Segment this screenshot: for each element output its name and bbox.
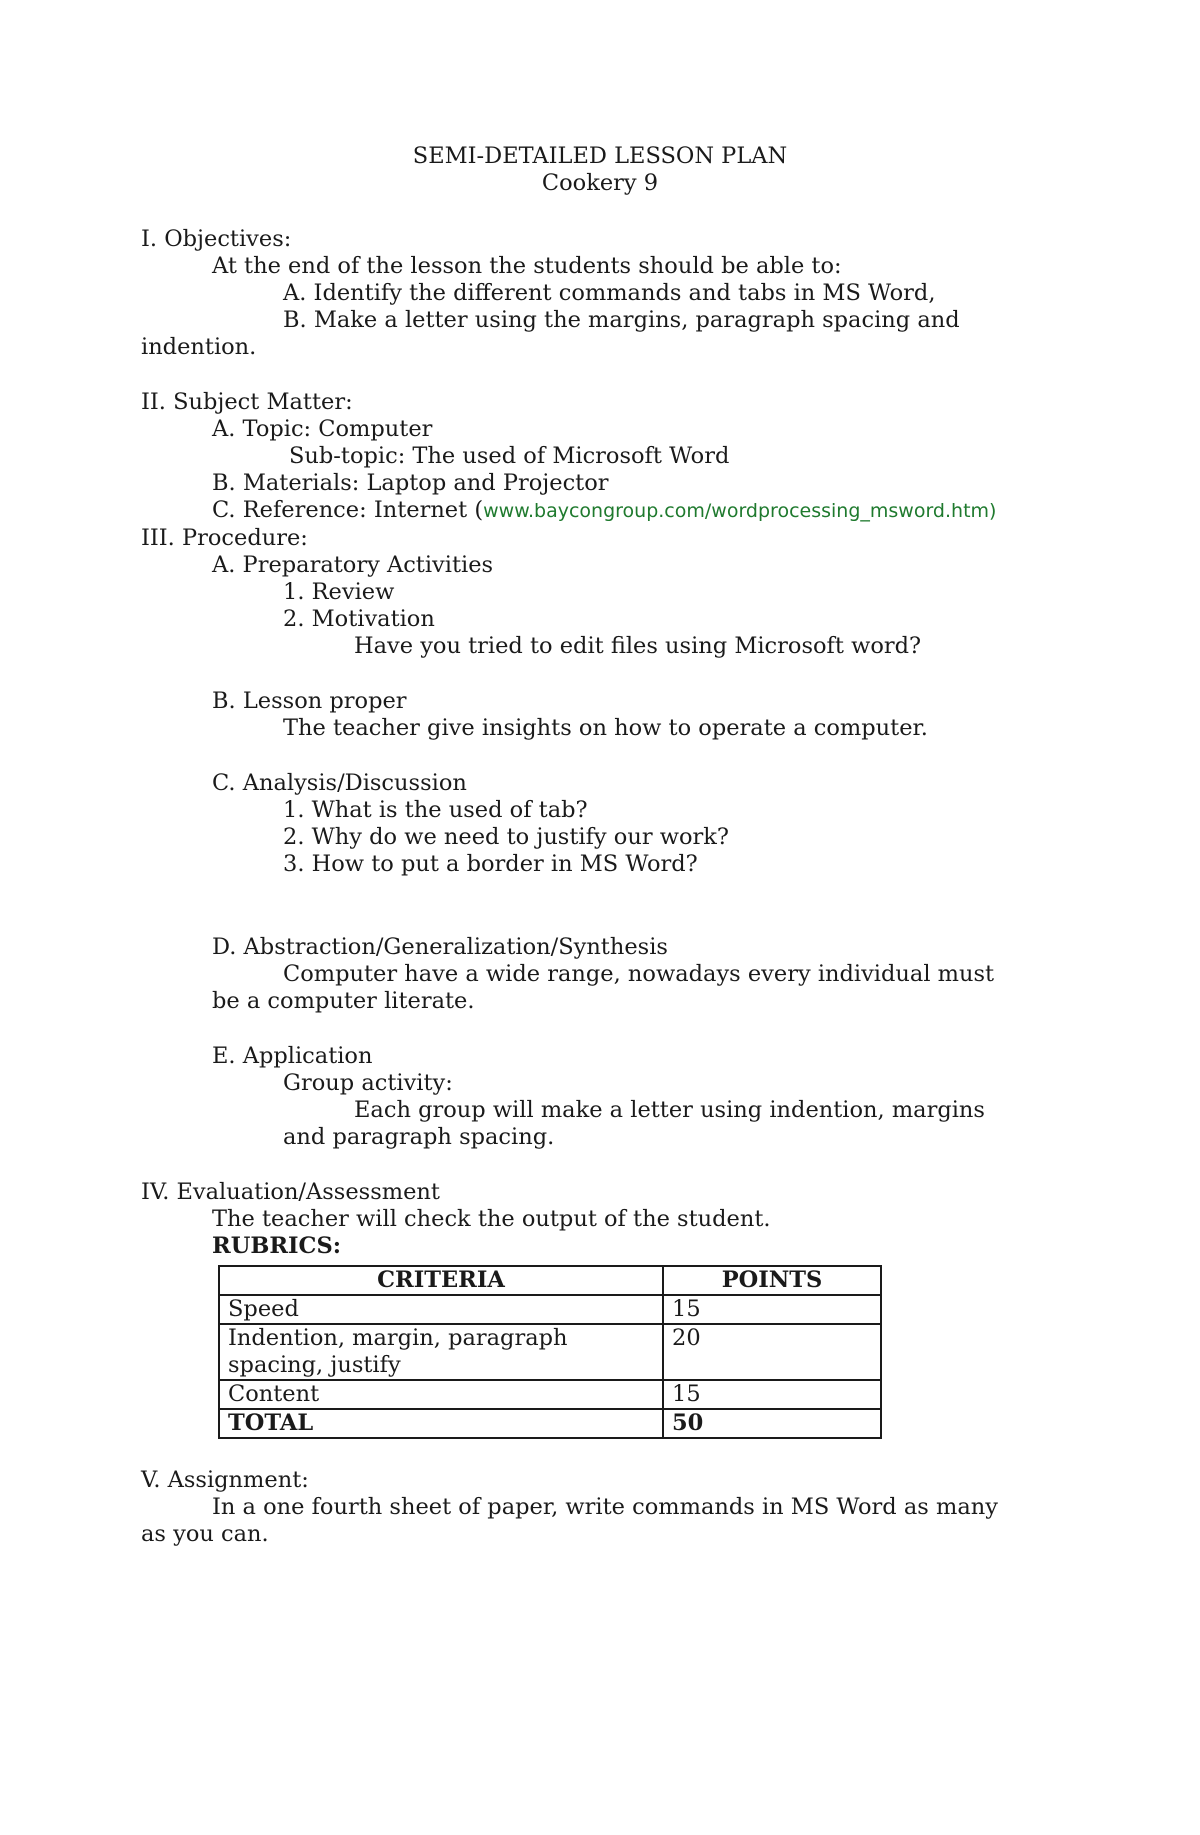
criteria-cell-line: Indention, margin, paragraph [228, 1325, 568, 1351]
subject-topic: A. Topic: Computer [212, 416, 433, 442]
motivation-question: Have you tried to edit files using Microsoft word? [354, 633, 922, 659]
lesson-proper-label: B. Lesson proper [212, 688, 407, 714]
assignment-text: In a one fourth sheet of paper, write commands in MS Word as many [212, 1494, 998, 1520]
objectives-intro: At the end of the lesson the students should be able to: [212, 253, 842, 279]
assignment-text-continued: as you can. [141, 1521, 269, 1547]
rubrics-table [218, 1265, 882, 1439]
evaluation-heading: IV. Evaluation/Assessment [141, 1179, 440, 1205]
analysis-label: C. Analysis/Discussion [212, 770, 467, 796]
abstraction-text: Computer have a wide range, nowadays every individual must [283, 961, 995, 987]
preparatory-review: 1. Review [283, 579, 395, 605]
objective-a: A. Identify the different commands and tabs in MS Word, [283, 280, 936, 306]
application-label: E. Application [212, 1043, 373, 1069]
preparatory-motivation: 2. Motivation [283, 606, 435, 632]
analysis-question-2: 2. Why do we need to justify our work? [283, 824, 729, 850]
page-title: SEMI-DETAILED LESSON PLAN [412, 143, 788, 169]
abstraction-text-continued: be a computer literate. [212, 988, 475, 1014]
criteria-cell: Speed [219, 1295, 663, 1324]
subject-subtopic: Sub-topic: The used of Microsoft Word [289, 443, 730, 469]
preparatory-label: A. Preparatory Activities [212, 552, 494, 578]
total-points: 50 [663, 1409, 881, 1438]
points-cell: 20 [663, 1324, 881, 1380]
reference-label: C. Reference: Internet ( [212, 497, 484, 523]
points-header: POINTS [663, 1266, 881, 1295]
table-row [219, 1324, 881, 1380]
assignment-heading: V. Assignment: [141, 1467, 309, 1493]
table-header-row [219, 1266, 881, 1295]
table-total-row [219, 1409, 881, 1438]
objective-b-continued: indention. [141, 334, 257, 360]
lesson-proper-text: The teacher give insights on how to operate a computer. [283, 715, 928, 741]
abstraction-label: D. Abstraction/Generalization/Synthesis [212, 934, 668, 960]
page-subtitle: Cookery 9 [541, 170, 659, 196]
evaluation-text: The teacher will check the output of the student. [212, 1206, 771, 1232]
total-label: TOTAL [219, 1409, 663, 1438]
objectives-heading: I. Objectives: [141, 226, 292, 252]
reference-link[interactable]: www.baycongroup.com/wordprocessing_msword.htm) [483, 500, 997, 522]
table-row [219, 1380, 881, 1409]
criteria-cell [219, 1324, 663, 1380]
subject-reference [212, 497, 996, 525]
criteria-cell-line: spacing, justify [228, 1352, 401, 1378]
subject-matter-heading: II. Subject Matter: [141, 389, 353, 415]
analysis-question-3: 3. How to put a border in MS Word? [283, 851, 698, 877]
analysis-question-1: 1. What is the used of tab? [283, 797, 588, 823]
criteria-header: CRITERIA [219, 1266, 663, 1295]
table-row [219, 1295, 881, 1324]
application-text-continued: and paragraph spacing. [283, 1124, 555, 1150]
rubrics-label: RUBRICS: [212, 1233, 342, 1259]
points-cell: 15 [663, 1295, 881, 1324]
application-text: Each group will make a letter using indention, margins [354, 1097, 985, 1123]
subject-materials: B. Materials: Laptop and Projector [212, 470, 609, 496]
points-cell: 15 [663, 1380, 881, 1409]
procedure-heading: III. Procedure: [141, 525, 308, 551]
objective-b: B. Make a letter using the margins, paragraph spacing and [283, 307, 960, 333]
application-group: Group activity: [283, 1070, 453, 1096]
criteria-cell: Content [219, 1380, 663, 1409]
